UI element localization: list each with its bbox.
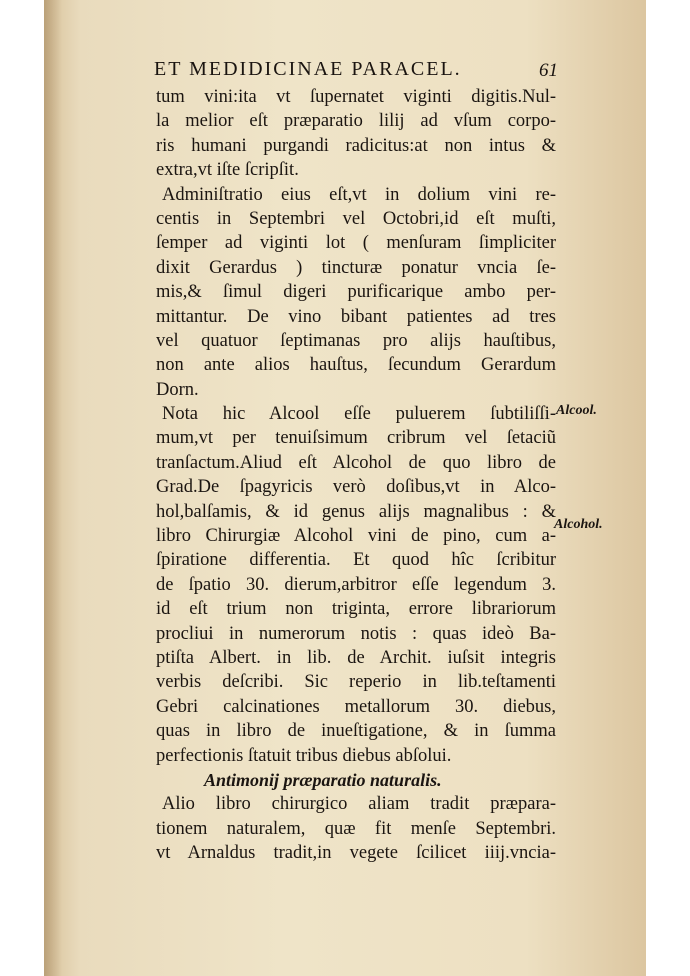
text-line: Gebri calcinationes metallorum 30. diebus, (156, 696, 556, 717)
text-line: dixit Gerardus ) tincturæ ponatur vncia ſe- (156, 257, 556, 278)
section-heading: Antimonij præparatio naturalis. (204, 769, 442, 790)
text-line: quas in libro de inueſtigatione, & in ſumma (156, 721, 556, 742)
paragraph-start: Adminiſtratio eius eſt,vt in dolium vini re- (162, 184, 556, 205)
page-header (154, 58, 624, 88)
text-line: libro Chirurgiæ Alcohol vini de pino, cum a- (156, 526, 556, 547)
text-line: extra,vt iſte ſcripſit. (156, 160, 299, 181)
text-line: tranſactum.Aliud eſt Alcohol de quo libro de (156, 452, 556, 473)
paragraph-start: Nota hic Alcool eſſe puluerem ſubtiliſſi- (162, 404, 556, 425)
text-line: tionem naturalem, quæ fit menſe Septembri. (156, 818, 556, 839)
text-line: non ante alios hauſtus, ſecundum Gerardum (156, 355, 556, 376)
text-line: perfectionis ſtatuit tribus diebus abſolui. (156, 745, 452, 766)
text-line: Dorn. (156, 379, 199, 400)
margin-note-alcohol: Alcohol. (554, 517, 603, 532)
text-line: mis,& ſimul digeri purificarique ambo per- (156, 282, 556, 303)
book-page (44, 0, 646, 976)
text-line: de ſpatio 30. dierum,arbitror eſſe legendum 3. (156, 574, 556, 595)
text-line: Grad.De ſpagyricis verò doſibus,vt in Alco- (156, 477, 556, 498)
body-text (156, 85, 556, 866)
text-line: tum vini:ita vt ſupernatet viginti digitis.Nul- (156, 87, 556, 107)
text-line: vt Arnaldus tradit,in vegete ſcilicet iiij.vncia- (156, 843, 556, 864)
text-line: hol,balſamis, & id genus alijs magnalibus : & (156, 501, 556, 522)
text-line: verbis deſcribi. Sic reperio in lib.teſtamenti (156, 672, 556, 693)
margin-note-alcool: Alcool. (556, 403, 597, 418)
page-number: 61 (539, 60, 558, 81)
text-line: procliui in numerorum notis : quas ideò Ba- (156, 623, 556, 644)
paragraph-start: Alio libro chirurgico aliam tradit præpara- (162, 794, 556, 815)
running-title: ET MEDIDICINAE PARACEL. (154, 58, 462, 80)
text-line: la melior eſt præparatio lilij ad vſum corpo- (156, 111, 556, 132)
text-line: ſpiratione differentia. Et quod hîc ſcribitur (156, 550, 556, 571)
text-line: centis in Septembri vel Octobri,id eſt muſti, (156, 208, 556, 229)
text-line: ſemper ad viginti lot ( menſuram ſimpliciter (156, 233, 556, 254)
text-line: vel quatuor ſeptimanas pro alijs hauſtibus, (156, 330, 556, 351)
text-line: mittantur. De vino bibant patientes ad tres (156, 306, 556, 327)
text-line: mum,vt per tenuiſsimum cribrum vel ſetaciũ (156, 428, 556, 449)
text-line: id eſt trium non triginta, errore librariorum (156, 599, 556, 620)
text-line: ris humani purgandi radicitus:at non intus & (156, 135, 556, 156)
text-line: ptiſta Albert. in lib. de Archit. iuſsit integris (156, 647, 556, 668)
